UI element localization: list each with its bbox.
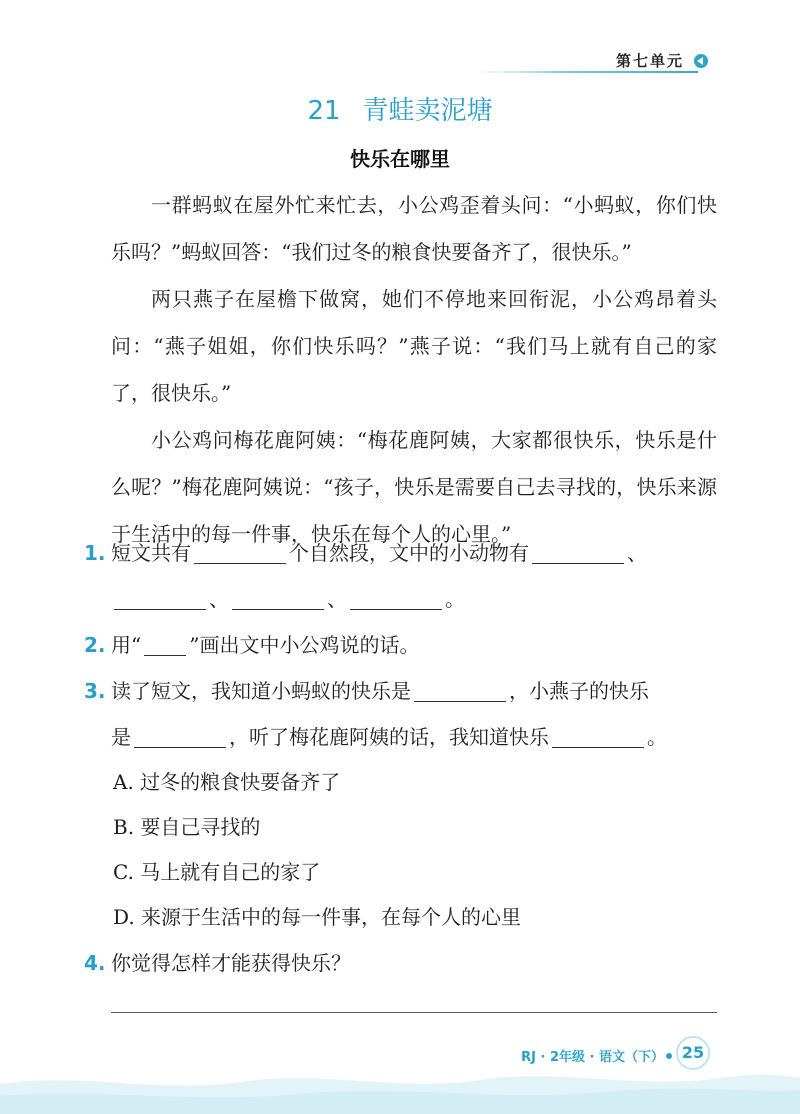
question-3: [84, 668, 717, 940]
option-b: B. 要自己寻找的: [113, 815, 261, 839]
question-4: [84, 940, 717, 986]
dot-icon: [666, 1053, 672, 1059]
question-text: 你觉得怎样才能获得快乐？: [111, 951, 351, 975]
separator: 、: [209, 587, 229, 611]
footer: [490, 1036, 710, 1072]
option-c: C. 马上就有自己的家了: [113, 860, 321, 884]
lesson-number: 21: [307, 96, 341, 126]
underline-sample: [144, 654, 186, 656]
question-number: 4.: [84, 951, 106, 975]
questions: [84, 530, 717, 986]
question-end: 。: [445, 587, 465, 611]
question-text: 用“: [111, 633, 142, 657]
question-1: [84, 530, 717, 622]
answer-blank[interactable]: [532, 562, 624, 564]
unit-header: [478, 50, 708, 76]
paragraph: 一群蚂蚁在屋外忙来忙去，小公鸡歪着头问：“小蚂蚁，你们快乐吗？”蚂蚁回答：“我们过冬的粮食快要备齐了，很快乐。”: [111, 193, 717, 264]
lesson-title: [0, 90, 800, 127]
answer-blank[interactable]: [414, 700, 506, 702]
answer-blank[interactable]: [194, 562, 286, 564]
unit-label: 第七单元: [615, 52, 684, 70]
answer-blank[interactable]: [350, 608, 442, 610]
question-number: 3.: [84, 679, 106, 703]
page-number: 25: [676, 1036, 710, 1070]
answer-blank[interactable]: [114, 608, 206, 610]
article-body: [111, 182, 717, 558]
question-text: 短文共有: [111, 541, 191, 565]
paragraph: 小公鸡问梅花鹿阿姨：“梅花鹿阿姨，大家都很快乐，快乐是什么呢？”梅花鹿阿姨说：“孩子，快乐是需要自己去寻找的，快乐来源于生活中的每一件事，快乐在每个人的心里。”: [111, 428, 717, 546]
question-2: [84, 622, 717, 668]
answer-line[interactable]: [111, 1012, 717, 1013]
article-title: 快乐在哪里: [350, 147, 450, 171]
paragraph: 两只燕子在屋檐下做窝，她们不停地来回衔泥，小公鸡昂着头问：“燕子姐姐，你们快乐吗？”燕子说：“我们马上就有自己的家了，很快乐。”: [111, 287, 717, 405]
option-d: D. 来源于生活中的每一件事，在每个人的心里: [113, 905, 522, 929]
question-text: 个自然段，文中的小动物有: [289, 541, 529, 565]
question-text: ，听了梅花鹿阿姨的话，我知道快乐: [229, 725, 549, 749]
lesson-name: 青蛙卖泥塘: [362, 96, 493, 126]
answer-blank[interactable]: [134, 746, 226, 748]
question-text: ，小燕子的快乐: [509, 679, 649, 703]
question-text: 读了短文，我知道小蚂蚁的快乐是: [111, 679, 411, 703]
question-number: 2.: [84, 633, 106, 657]
unit-header-line: [478, 71, 698, 73]
separator: 、: [327, 587, 347, 611]
option-a: A. 过冬的粮食快要备齐了: [113, 770, 341, 794]
separator: 、: [627, 541, 647, 565]
question-text: 是: [111, 725, 131, 749]
question-end: 。: [647, 725, 667, 749]
answer-blank[interactable]: [552, 746, 644, 748]
book-info: RJ · 2年级 · 语文（下）: [521, 1050, 664, 1065]
play-arrow-icon: [694, 54, 708, 68]
question-number: 1.: [84, 541, 106, 565]
answer-blank[interactable]: [232, 608, 324, 610]
question-text: ”画出文中小公鸡说的话。: [189, 633, 420, 657]
